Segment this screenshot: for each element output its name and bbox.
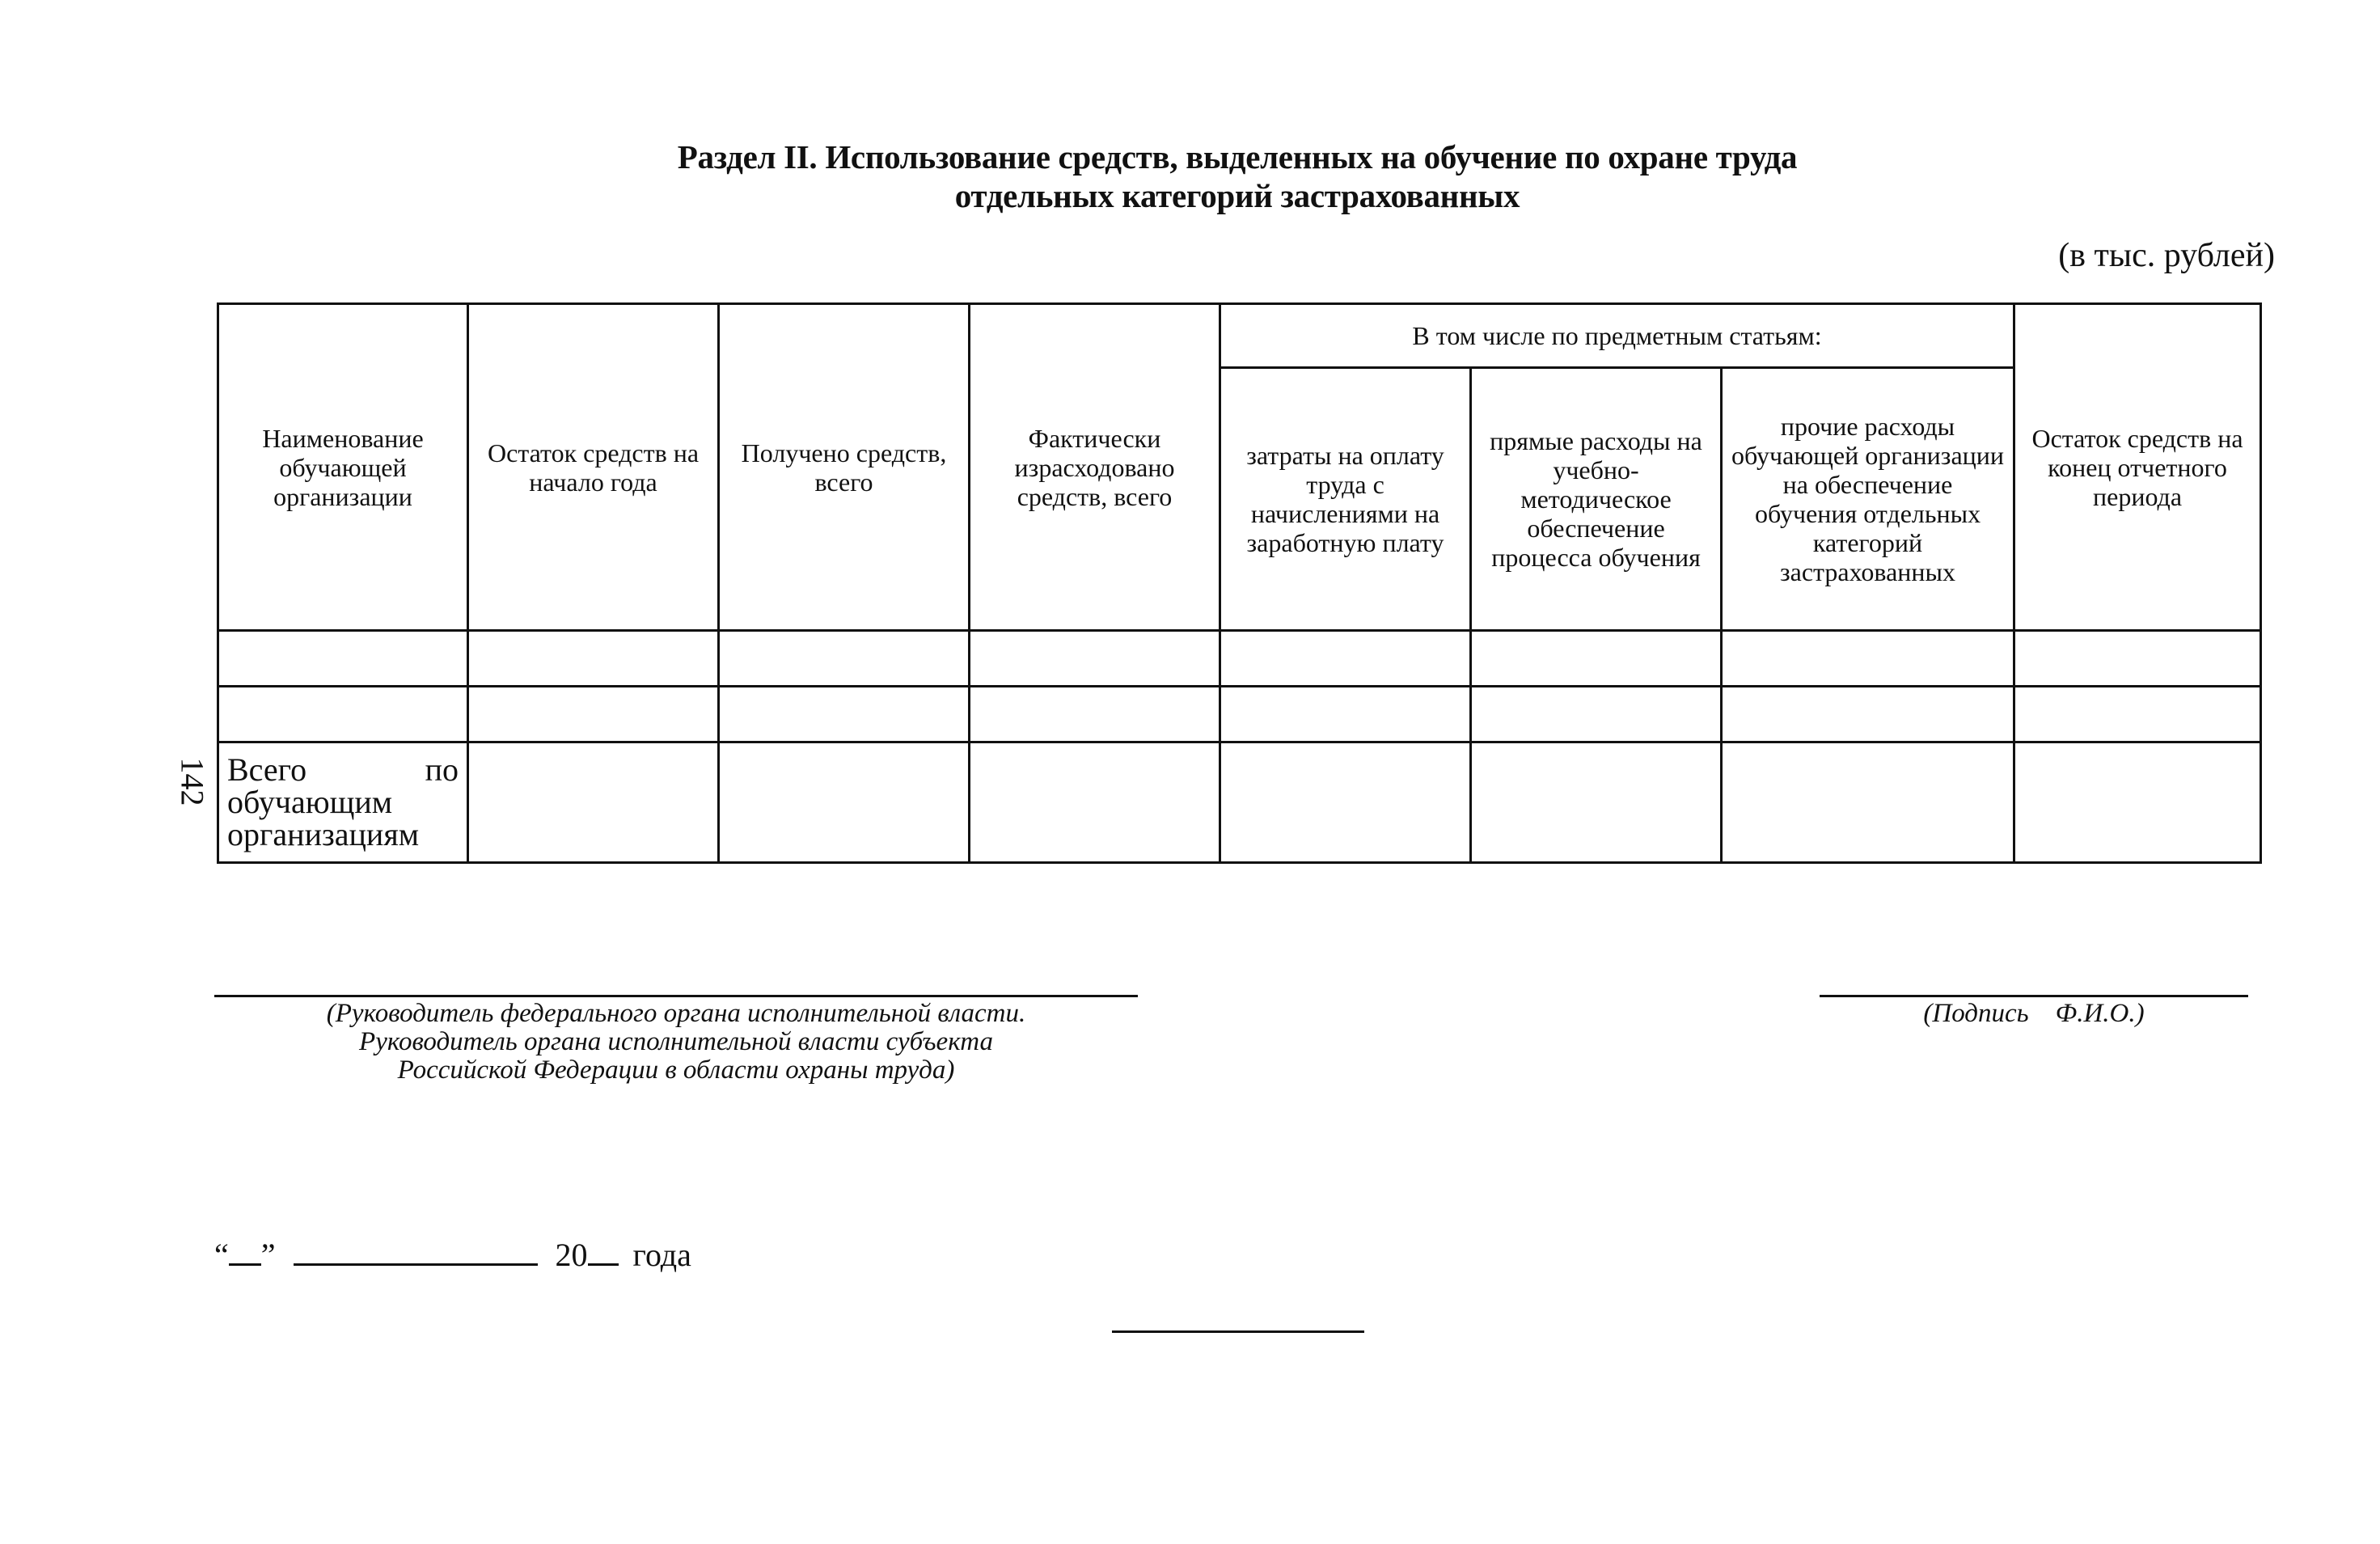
date-century: 20 [555, 1237, 588, 1273]
table-cell [468, 631, 719, 687]
col-header-direct-costs: прямые расходы на учебно-методическое обеспечение процесса обучения [1471, 368, 1722, 631]
table-cell [2014, 742, 2261, 863]
section-title-line-2: отдельных категорий застрахованных [954, 177, 1520, 214]
date-year-word: года [632, 1237, 691, 1273]
table-cell [468, 687, 719, 742]
head-caption-line-2: Руководитель органа исполнительной власти субъекта [359, 1027, 993, 1056]
date-open-quote: “ [214, 1237, 229, 1273]
table-cell [1220, 631, 1471, 687]
signature-name-caption: (Подпись Ф.И.О.) [1923, 999, 2145, 1028]
units-label: (в тыс. рублей) [2058, 237, 2275, 274]
head-caption-line-1: (Руководитель федерального органа исполнительной власти. [326, 999, 1026, 1028]
table-cell [1722, 742, 2014, 863]
table-cell [218, 687, 468, 742]
bottom-rule [1112, 1330, 1364, 1333]
table-cell [2014, 687, 2261, 742]
col-header-org-name: Наименование обучающей организации [218, 304, 468, 631]
report-table [217, 302, 2262, 864]
table-cell [719, 687, 970, 742]
year-blank [588, 1239, 619, 1266]
table-cell [970, 687, 1220, 742]
col-header-balance-end: Остаток средств на конец отчетного периода [2014, 304, 2261, 631]
head-signature-line [214, 995, 1138, 997]
table-cell [218, 631, 468, 687]
table-cell [1471, 687, 1722, 742]
table-cell [1220, 687, 1471, 742]
table-cell [2014, 631, 2261, 687]
table-cell [970, 742, 1220, 863]
date-close-quote: ” [260, 1237, 276, 1273]
head-caption-line-3: Российской Федерации в области охраны труда) [397, 1055, 955, 1085]
col-header-labor-costs: затраты на оплату труда с начислениями на заработную плату [1220, 368, 1471, 631]
table-cell [1220, 742, 1471, 863]
table-cell [970, 631, 1220, 687]
table-cell [719, 742, 970, 863]
section-title-line-1: Раздел II. Использование средств, выделенных на обучение по охране труда [677, 138, 1798, 176]
table-cell [1722, 631, 2014, 687]
table-cell [468, 742, 719, 863]
head-signature-caption [214, 1000, 1138, 1085]
signature-name-line [1820, 995, 2248, 997]
section-title [0, 137, 2380, 215]
table-row [218, 631, 2261, 687]
table-cell [1471, 742, 1722, 863]
table-cell [1722, 687, 2014, 742]
col-header-balance-start: Остаток средств на начало года [468, 304, 719, 631]
col-header-received: Получено средств, всего [719, 304, 970, 631]
month-blank [294, 1239, 538, 1266]
col-header-other-costs: прочие расходы обучающей организации на обеспечение обучения отдельных категорий застрахованных [1722, 368, 2014, 631]
day-blank [229, 1239, 261, 1266]
total-row-label: Всего по обучающим организациям [218, 742, 468, 863]
table-row [218, 687, 2261, 742]
table-cell [1471, 631, 1722, 687]
col-group-header: В том числе по предметным статьям: [1220, 304, 2014, 368]
total-row [218, 742, 2261, 863]
page-number: 142 [174, 757, 211, 806]
col-header-spent: Фактически израсходовано средств, всего [970, 304, 1220, 631]
table-cell [719, 631, 970, 687]
date-line [214, 1236, 691, 1274]
